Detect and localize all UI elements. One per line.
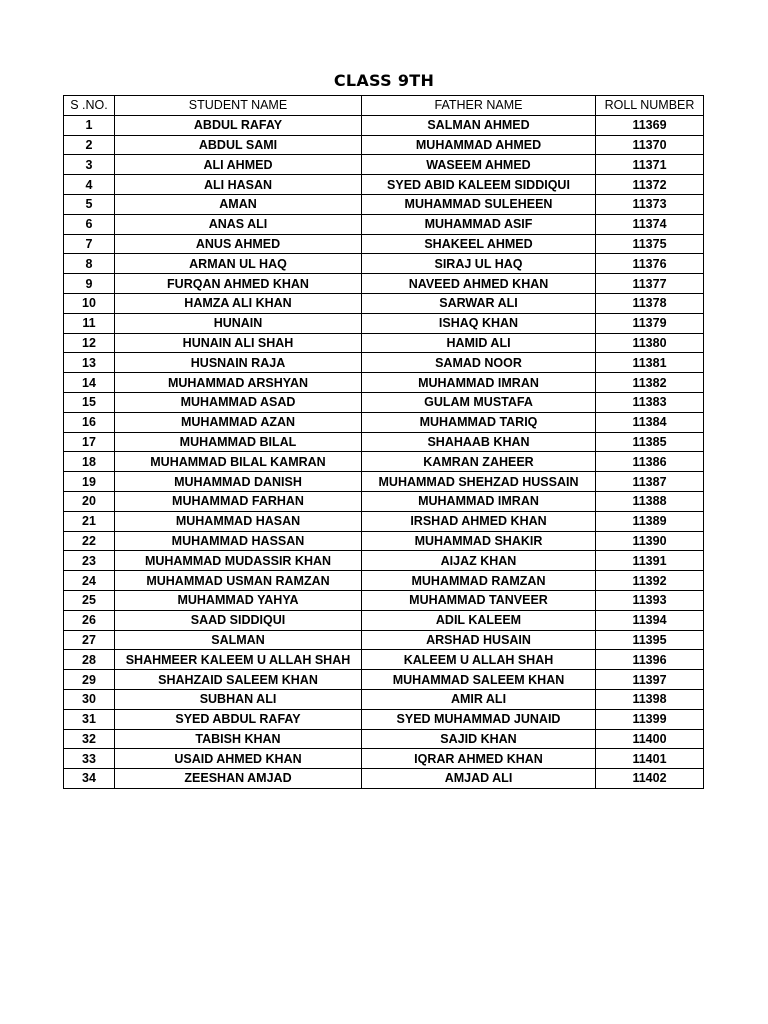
student-name-cell: MUHAMMAD BILAL KAMRAN [115, 452, 362, 472]
roll-number-cell: 11391 [596, 551, 704, 571]
father-name-cell: SAJID KHAN [362, 729, 596, 749]
student-name-cell: MUHAMMAD FARHAN [115, 491, 362, 511]
roll-number-cell: 11381 [596, 353, 704, 373]
table-row [64, 313, 704, 333]
student-name-cell: ANAS ALI [115, 214, 362, 234]
column-header-roll-number: ROLL NUMBER [596, 96, 704, 116]
roll-number-cell: 11400 [596, 729, 704, 749]
student-name-cell: AMAN [115, 194, 362, 214]
serial-number-cell: 3 [64, 155, 115, 175]
serial-number-cell: 33 [64, 749, 115, 769]
table-row [64, 650, 704, 670]
roll-number-cell: 11372 [596, 175, 704, 195]
roll-number-cell: 11371 [596, 155, 704, 175]
father-name-cell: MUHAMMAD AHMED [362, 135, 596, 155]
father-name-cell: SALMAN AHMED [362, 115, 596, 135]
roll-number-cell: 11374 [596, 214, 704, 234]
serial-number-cell: 27 [64, 630, 115, 650]
roll-number-cell: 11369 [596, 115, 704, 135]
serial-number-cell: 28 [64, 650, 115, 670]
table-row [64, 472, 704, 492]
student-name-cell: SHAHZAID SALEEM KHAN [115, 670, 362, 690]
roll-number-cell: 11402 [596, 769, 704, 789]
student-name-cell: FURQAN AHMED KHAN [115, 274, 362, 294]
father-name-cell: KALEEM U ALLAH SHAH [362, 650, 596, 670]
table-row [64, 531, 704, 551]
table-row [64, 729, 704, 749]
table-row [64, 511, 704, 531]
father-name-cell: IRSHAD AHMED KHAN [362, 511, 596, 531]
serial-number-cell: 12 [64, 333, 115, 353]
table-row [64, 392, 704, 412]
father-name-cell: SHAHAAB KHAN [362, 432, 596, 452]
table-row [64, 194, 704, 214]
father-name-cell: MUHAMMAD TARIQ [362, 412, 596, 432]
father-name-cell: GULAM MUSTAFA [362, 392, 596, 412]
table-row [64, 214, 704, 234]
table-row [64, 571, 704, 591]
father-name-cell: SAMAD NOOR [362, 353, 596, 373]
student-name-cell: HUNAIN ALI SHAH [115, 333, 362, 353]
serial-number-cell: 20 [64, 491, 115, 511]
student-name-cell: MUHAMMAD ASAD [115, 392, 362, 412]
student-name-cell: MUHAMMAD DANISH [115, 472, 362, 492]
roll-number-cell: 11392 [596, 571, 704, 591]
serial-number-cell: 14 [64, 373, 115, 393]
table-row [64, 333, 704, 353]
serial-number-cell: 30 [64, 689, 115, 709]
serial-number-cell: 11 [64, 313, 115, 333]
father-name-cell: MUHAMMAD SHEHZAD HUSSAIN [362, 472, 596, 492]
serial-number-cell: 9 [64, 274, 115, 294]
table-row [64, 135, 704, 155]
student-name-cell: HAMZA ALI KHAN [115, 293, 362, 313]
roll-number-cell: 11388 [596, 491, 704, 511]
father-name-cell: KAMRAN ZAHEER [362, 452, 596, 472]
father-name-cell: MUHAMMAD SHAKIR [362, 531, 596, 551]
serial-number-cell: 24 [64, 571, 115, 591]
table-row [64, 412, 704, 432]
father-name-cell: AIJAZ KHAN [362, 551, 596, 571]
roll-number-cell: 11399 [596, 709, 704, 729]
serial-number-cell: 32 [64, 729, 115, 749]
roll-number-cell: 11382 [596, 373, 704, 393]
student-name-cell: MUHAMMAD BILAL [115, 432, 362, 452]
roll-number-cell: 11373 [596, 194, 704, 214]
father-name-cell: MUHAMMAD RAMZAN [362, 571, 596, 591]
student-name-cell: SUBHAN ALI [115, 689, 362, 709]
father-name-cell: SYED ABID KALEEM SIDDIQUI [362, 175, 596, 195]
serial-number-cell: 10 [64, 293, 115, 313]
student-name-cell: HUNAIN [115, 313, 362, 333]
father-name-cell: AMIR ALI [362, 689, 596, 709]
roll-number-cell: 11393 [596, 590, 704, 610]
student-name-cell: SYED ABDUL RAFAY [115, 709, 362, 729]
student-name-cell: ANUS AHMED [115, 234, 362, 254]
table-row [64, 491, 704, 511]
table-row [64, 254, 704, 274]
student-name-cell: HUSNAIN RAJA [115, 353, 362, 373]
student-name-cell: ZEESHAN AMJAD [115, 769, 362, 789]
roll-number-cell: 11370 [596, 135, 704, 155]
serial-number-cell: 13 [64, 353, 115, 373]
father-name-cell: MUHAMMAD SALEEM KHAN [362, 670, 596, 690]
father-name-cell: ISHAQ KHAN [362, 313, 596, 333]
table-row [64, 432, 704, 452]
serial-number-cell: 18 [64, 452, 115, 472]
roll-number-cell: 11379 [596, 313, 704, 333]
student-roster-table [63, 95, 704, 789]
serial-number-cell: 4 [64, 175, 115, 195]
table-row [64, 175, 704, 195]
father-name-cell: HAMID ALI [362, 333, 596, 353]
father-name-cell: WASEEM AHMED [362, 155, 596, 175]
roll-number-cell: 11390 [596, 531, 704, 551]
table-row [64, 293, 704, 313]
father-name-cell: ARSHAD HUSAIN [362, 630, 596, 650]
student-name-cell: MUHAMMAD MUDASSIR KHAN [115, 551, 362, 571]
student-name-cell: ALI AHMED [115, 155, 362, 175]
table-row [64, 709, 704, 729]
table-row [64, 115, 704, 135]
serial-number-cell: 5 [64, 194, 115, 214]
father-name-cell: SARWAR ALI [362, 293, 596, 313]
roll-number-cell: 11396 [596, 650, 704, 670]
table-row [64, 610, 704, 630]
roll-number-cell: 11376 [596, 254, 704, 274]
student-name-cell: SAAD SIDDIQUI [115, 610, 362, 630]
roll-number-cell: 11378 [596, 293, 704, 313]
serial-number-cell: 16 [64, 412, 115, 432]
serial-number-cell: 1 [64, 115, 115, 135]
table-row [64, 630, 704, 650]
roll-number-cell: 11385 [596, 432, 704, 452]
student-name-cell: MUHAMMAD HASSAN [115, 531, 362, 551]
table-row [64, 155, 704, 175]
table-row [64, 234, 704, 254]
table-header-row [64, 96, 704, 116]
roll-number-cell: 11377 [596, 274, 704, 294]
serial-number-cell: 19 [64, 472, 115, 492]
student-name-cell: USAID AHMED KHAN [115, 749, 362, 769]
student-name-cell: MUHAMMAD YAHYA [115, 590, 362, 610]
column-header-serial-number: S .NO. [64, 96, 115, 116]
roll-number-cell: 11394 [596, 610, 704, 630]
roll-number-cell: 11401 [596, 749, 704, 769]
father-name-cell: SIRAJ UL HAQ [362, 254, 596, 274]
student-name-cell: SALMAN [115, 630, 362, 650]
father-name-cell: MUHAMMAD IMRAN [362, 491, 596, 511]
serial-number-cell: 22 [64, 531, 115, 551]
serial-number-cell: 17 [64, 432, 115, 452]
serial-number-cell: 23 [64, 551, 115, 571]
roll-number-cell: 11389 [596, 511, 704, 531]
table-row [64, 749, 704, 769]
column-header-father-name: FATHER NAME [362, 96, 596, 116]
student-name-cell: MUHAMMAD USMAN RAMZAN [115, 571, 362, 591]
serial-number-cell: 29 [64, 670, 115, 690]
serial-number-cell: 34 [64, 769, 115, 789]
serial-number-cell: 7 [64, 234, 115, 254]
father-name-cell: MUHAMMAD ASIF [362, 214, 596, 234]
father-name-cell: MUHAMMAD IMRAN [362, 373, 596, 393]
table-body [64, 115, 704, 788]
serial-number-cell: 21 [64, 511, 115, 531]
student-name-cell: ABDUL SAMI [115, 135, 362, 155]
serial-number-cell: 15 [64, 392, 115, 412]
serial-number-cell: 26 [64, 610, 115, 630]
roll-number-cell: 11398 [596, 689, 704, 709]
student-name-cell: ALI HASAN [115, 175, 362, 195]
roll-number-cell: 11387 [596, 472, 704, 492]
student-name-cell: ARMAN UL HAQ [115, 254, 362, 274]
column-header-student-name: STUDENT NAME [115, 96, 362, 116]
father-name-cell: NAVEED AHMED KHAN [362, 274, 596, 294]
serial-number-cell: 2 [64, 135, 115, 155]
father-name-cell: AMJAD ALI [362, 769, 596, 789]
student-name-cell: SHAHMEER KALEEM U ALLAH SHAH [115, 650, 362, 670]
student-name-cell: MUHAMMAD ARSHYAN [115, 373, 362, 393]
father-name-cell: ADIL KALEEM [362, 610, 596, 630]
father-name-cell: SHAKEEL AHMED [362, 234, 596, 254]
roll-number-cell: 11380 [596, 333, 704, 353]
table-row [64, 353, 704, 373]
father-name-cell: IQRAR AHMED KHAN [362, 749, 596, 769]
table-row [64, 670, 704, 690]
table-row [64, 769, 704, 789]
roll-number-cell: 11384 [596, 412, 704, 432]
serial-number-cell: 8 [64, 254, 115, 274]
father-name-cell: MUHAMMAD SULEHEEN [362, 194, 596, 214]
student-name-cell: ABDUL RAFAY [115, 115, 362, 135]
roll-number-cell: 11397 [596, 670, 704, 690]
student-name-cell: MUHAMMAD AZAN [115, 412, 362, 432]
table-row [64, 452, 704, 472]
roll-number-cell: 11375 [596, 234, 704, 254]
father-name-cell: MUHAMMAD TANVEER [362, 590, 596, 610]
serial-number-cell: 25 [64, 590, 115, 610]
father-name-cell: SYED MUHAMMAD JUNAID [362, 709, 596, 729]
student-name-cell: MUHAMMAD HASAN [115, 511, 362, 531]
table-row [64, 689, 704, 709]
table-row [64, 551, 704, 571]
roll-number-cell: 11395 [596, 630, 704, 650]
table-row [64, 373, 704, 393]
serial-number-cell: 31 [64, 709, 115, 729]
student-name-cell: TABISH KHAN [115, 729, 362, 749]
page-title: CLASS 9TH [333, 71, 435, 90]
table-row [64, 590, 704, 610]
roll-number-cell: 11383 [596, 392, 704, 412]
serial-number-cell: 6 [64, 214, 115, 234]
roll-number-cell: 11386 [596, 452, 704, 472]
table-row [64, 274, 704, 294]
